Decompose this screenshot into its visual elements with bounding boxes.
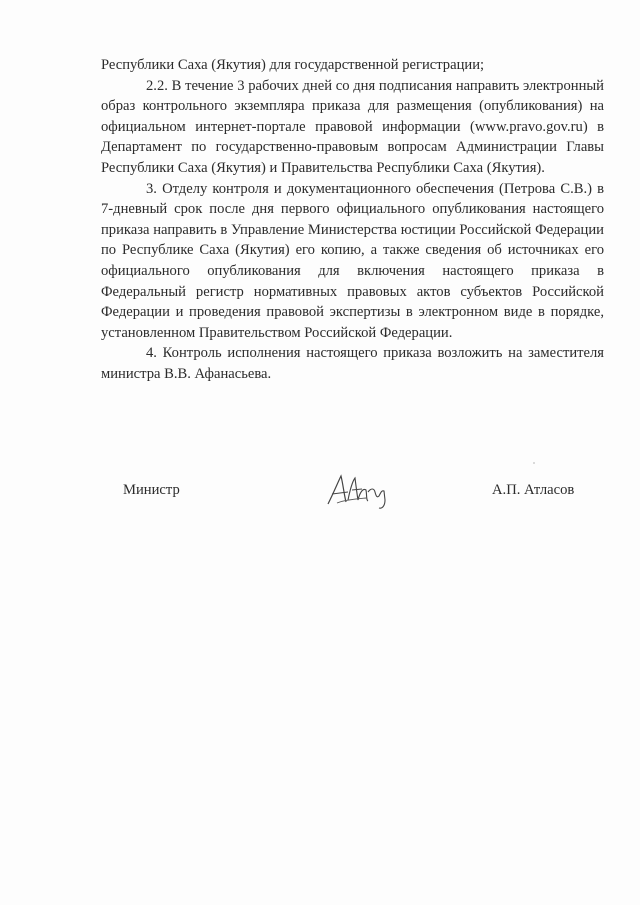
signatory-role: Министр <box>123 482 180 498</box>
document-body <box>101 55 604 385</box>
paragraph-2-2: 2.2. В течение 3 рабочих дней со дня подписания направить электронный образ контрольного экземпляра приказа для размещения (опубликования) на официальном интернет-портале правовой информации (www.pravo.gov.ru) в Департамент по государственно-правовым вопросам Администрации Главы Республики Саха (Якутия) и Правительства Республики Саха (Якутия). <box>101 77 604 176</box>
handwritten-signature <box>322 470 394 512</box>
paragraph-3: 3. Отделу контроля и документационного обеспечения (Петрова С.В.) в 7-дневный срок после дня первого официального опубликования настоящего приказа направить в Управление Министерства юстиции Российской Федерации по Республике Саха (Якутия) его копию, а также сведения об источниках его официального опубликования для включения настоящего приказа в Федеральный регистр нормативных правовых актов субъектов Российской Федерации и проведения правовой экспертизы в электронном виде в порядке, установленном Правительством Российской Федерации. <box>101 180 604 341</box>
paragraph-continuation: Республики Саха (Якутия) для государственной регистрации; <box>101 57 485 73</box>
signatory-name: А.П. Атласов <box>492 482 575 498</box>
paragraph-4: 4. Контроль исполнения настоящего приказа возложить на заместителя министра В.В. Афанасьева. <box>101 345 604 382</box>
scan-speck <box>533 462 535 464</box>
signature-block <box>0 470 640 520</box>
